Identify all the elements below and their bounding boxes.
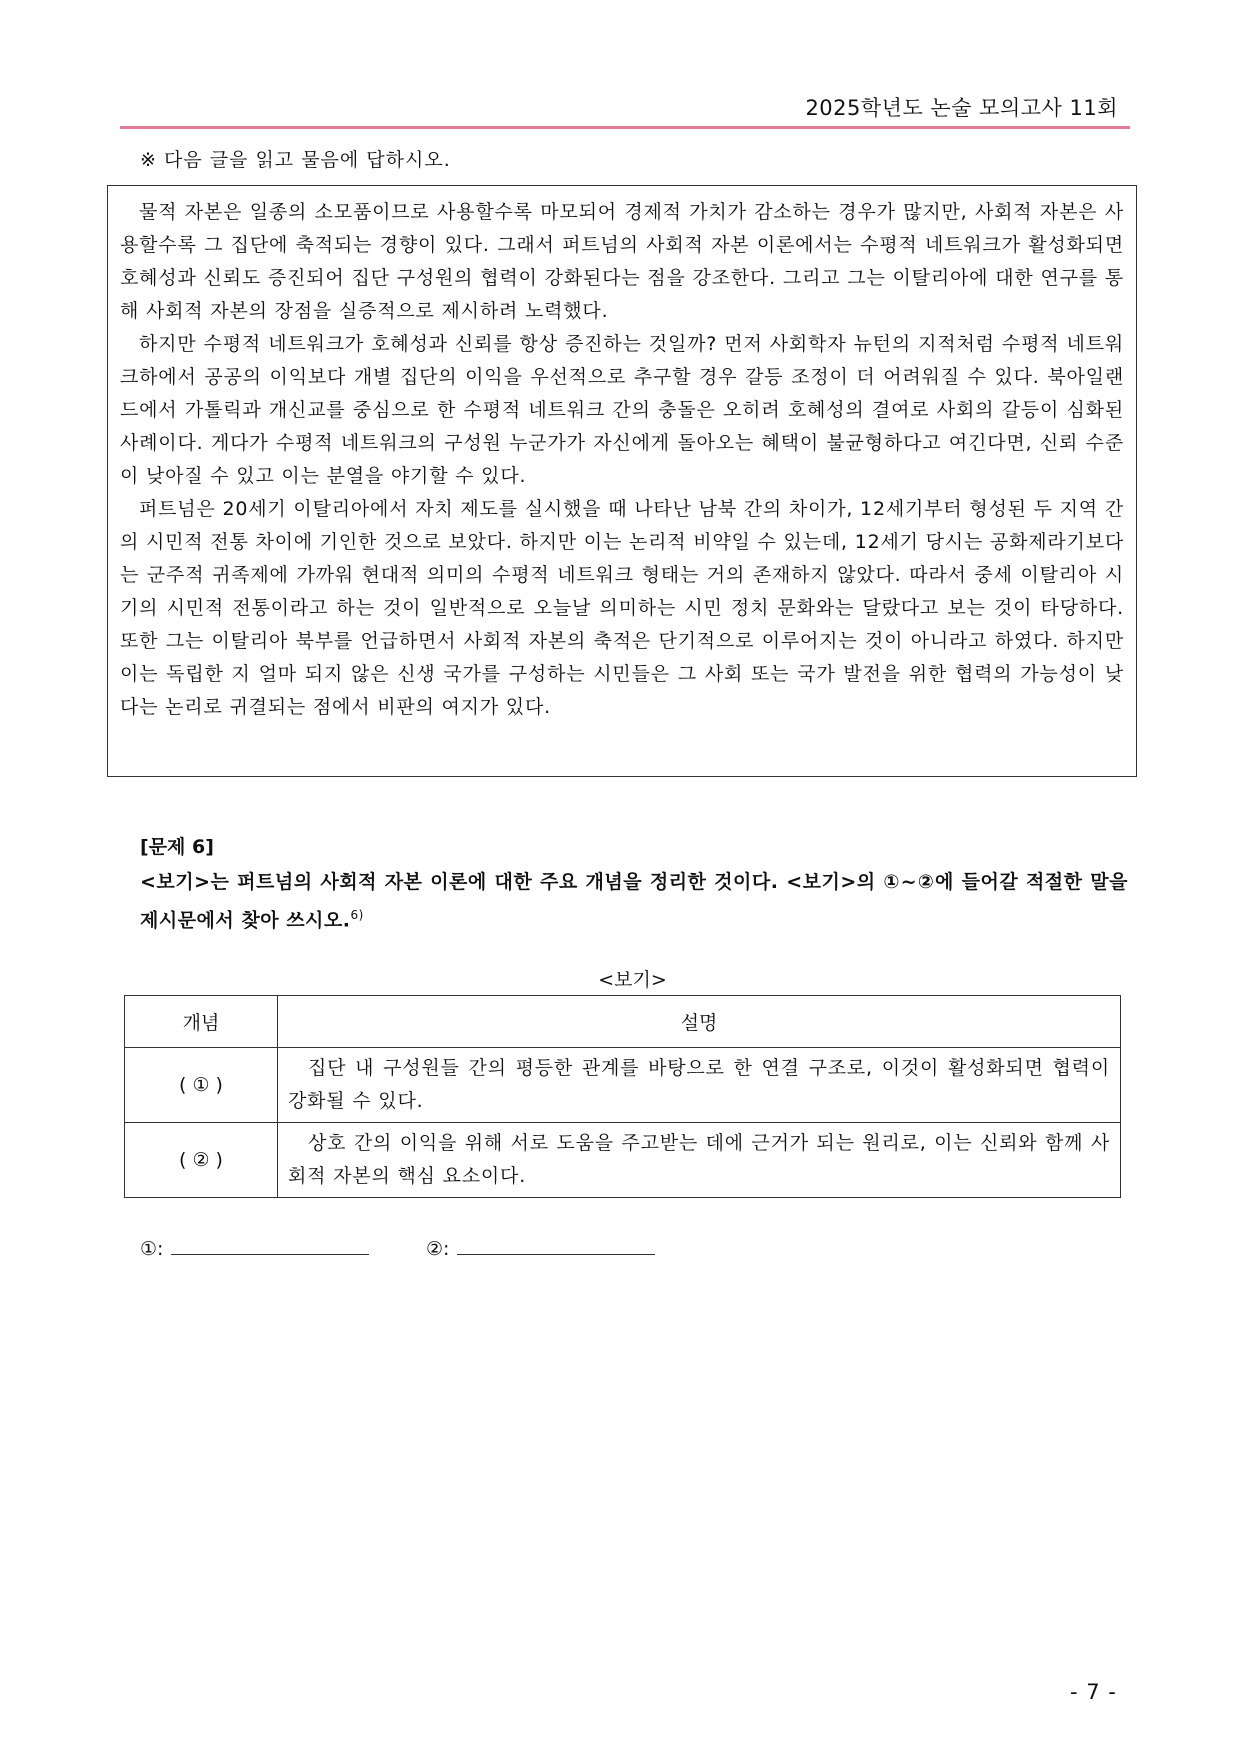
description-cell: 상호 간의 이익을 위해 서로 도움을 주고받는 데에 근거가 되는 원리로, 이는 신뢰와 함께 사회적 자본의 핵심 요소이다.	[278, 1123, 1121, 1198]
answer-1-label: ①:	[140, 1238, 164, 1260]
bogi-header-row	[125, 996, 1121, 1048]
question-prompt	[140, 866, 1128, 937]
answer-1-blank[interactable]	[171, 1236, 369, 1255]
bogi-table	[124, 995, 1121, 1198]
passage-paragraph: 하지만 수평적 네트워크가 호혜성과 신뢰를 항상 증진하는 것일까? 먼저 사회학자 뉴턴의 지적처럼 수평적 네트워크하에서 공공의 이익보다 개별 집단의 이익을 우선적으로 추구할 경우 갈등 조정이 더 어려워질 수 있다. 북아일랜드에서 가톨릭과 개신교를 중심으로 한 수평적 네트워크 간의 충돌은 오히려 호혜성의 결여로 사회의 갈등이 심화된 사례이다. 게다가 수평적 네트워크의 구성원 누군가가 자신에게 돌아오는 혜택이 불균형하다고 여긴다면, 신뢰 수준이 낮아질 수 있고 이는 분열을 야기할 수 있다.	[120, 333, 1124, 487]
bogi-header-concept: 개념	[125, 996, 278, 1048]
answer-2	[426, 1236, 655, 1260]
answer-2-label: ②:	[426, 1238, 450, 1260]
question-prompt-text: <보기>는 퍼트넘의 사회적 자본 이론에 대한 주요 개념을 정리한 것이다. <보기>의 ①~②에 들어갈 적절한 말을 제시문에서 찾아 쓰시오.	[140, 871, 1128, 932]
exam-title: 2025학년도 논술 모의고사 11회	[805, 96, 1118, 120]
passage-box	[107, 185, 1137, 777]
footnote-mark: 6)	[350, 908, 364, 922]
table-row	[125, 1048, 1121, 1123]
passage-paragraph: 퍼트넘은 20세기 이탈리아에서 자치 제도를 실시했을 때 나타난 남북 간의 차이가, 12세기부터 형성된 두 지역 간의 시민적 전통 차이에 기인한 것으로 보았다. 하지만 이는 논리적 비약일 수 있는데, 12세기 당시는 공화제라기보다는 군주적 귀족제에 가까워 현대적 의미의 수평적 네트워크 형태는 거의 존재하지 않았다. 따라서 중세 이탈리아 시기의 시민적 전통이라고 하는 것이 일반적으로 오늘날 의미하는 시민 정치 문화와는 달랐다고 보는 것이 타당하다. 또한 그는 이탈리아 북부를 언급하면서 사회적 자본의 축적은 단기적으로 이루어지는 것이 아니라고 하였다. 하지만 이는 독립한 지 얼마 되지 않은 신생 국가를 구성하는 시민들은 그 사회 또는 국가 발전을 위한 협력의 가능성이 낮다는 논리로 귀결되는 점에서 비판의 여지가 있다.	[120, 498, 1124, 718]
page-number: - 7 -	[1070, 1680, 1117, 1704]
concept-cell: ( ① )	[125, 1048, 278, 1123]
bogi-header-description: 설명	[278, 996, 1121, 1048]
bogi-title: <보기>	[598, 969, 667, 991]
table-row	[125, 1123, 1121, 1198]
header-divider	[120, 126, 1130, 129]
concept-cell: ( ② )	[125, 1123, 278, 1198]
question-number: [문제 6]	[140, 836, 214, 858]
answer-1	[140, 1236, 369, 1260]
passage-paragraph: 물적 자본은 일종의 소모품이므로 사용할수록 마모되어 경제적 가치가 감소하는 경우가 많지만, 사회적 자본은 사용할수록 그 집단에 축적되는 경향이 있다. 그래서 퍼트넘의 사회적 자본 이론에서는 수평적 네트워크가 활성화되면 호혜성과 신뢰도 증진되어 집단 구성원의 협력이 강화된다는 점을 강조한다. 그리고 그는 이탈리아에 대한 연구를 통해 사회적 자본의 장점을 실증적으로 제시하려 노력했다.	[120, 201, 1124, 322]
answer-2-blank[interactable]	[457, 1236, 655, 1255]
instruction-text: ※ 다음 글을 읽고 물음에 답하시오.	[140, 149, 451, 171]
description-cell: 집단 내 구성원들 간의 평등한 관계를 바탕으로 한 연결 구조로, 이것이 활성화되면 협력이 강화될 수 있다.	[278, 1048, 1121, 1123]
